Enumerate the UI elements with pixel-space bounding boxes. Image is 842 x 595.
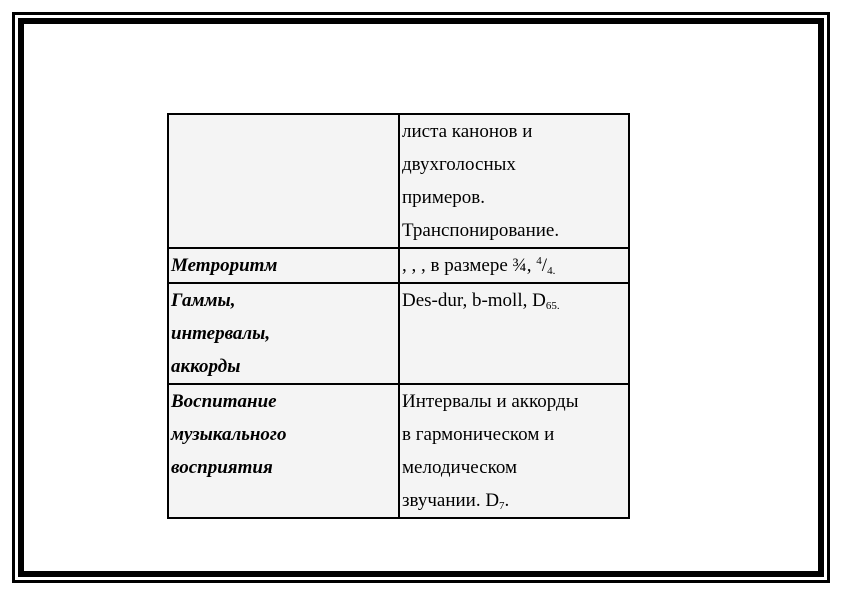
row-label [168, 248, 399, 283]
label-line: Метроритм [171, 255, 278, 276]
row-label [168, 283, 399, 384]
trailing-period: . [504, 490, 510, 511]
label-line: восприятия [171, 457, 273, 478]
fraction-numerator: 4 [536, 255, 542, 267]
row-label [168, 114, 399, 248]
scales-line [402, 284, 626, 317]
content-line: двухголосных [402, 154, 516, 175]
content-line: примеров. [402, 187, 486, 208]
content-line: Интервалы и аккорды [402, 391, 579, 412]
content-text: звучании. D [402, 490, 500, 511]
content-line [402, 484, 626, 517]
content-line: мелодическом [402, 457, 518, 478]
label-line: Воспитание [171, 391, 277, 412]
content-line: Транспонирование. [402, 220, 560, 241]
table-row [168, 283, 629, 384]
row-label [168, 384, 399, 518]
meter-text: , , , в размере ¾, [402, 255, 537, 276]
chord-subscript: 65. [545, 300, 560, 312]
label-line: Гаммы, [171, 290, 236, 311]
meter-line: , , , в размере ¾, $^4/_{4.}$ [402, 255, 556, 277]
table-row [168, 114, 629, 248]
row-content [399, 248, 629, 283]
chord-subscript: 7 [499, 500, 505, 512]
label-line: интервалы, [171, 323, 271, 344]
table-row [168, 384, 629, 518]
table-row [168, 248, 629, 283]
row-content [399, 283, 629, 384]
fraction-denominator: 4. [547, 265, 556, 277]
curriculum-table [167, 113, 630, 519]
row-content [399, 114, 629, 248]
content-line: листа канонов и [402, 121, 533, 142]
content-line: в гармоническом и [402, 424, 555, 445]
row-content [399, 384, 629, 518]
label-line: музыкального [171, 424, 287, 445]
scales-text: Des-dur, b-moll, D [402, 290, 546, 311]
label-line: аккорды [171, 356, 241, 377]
